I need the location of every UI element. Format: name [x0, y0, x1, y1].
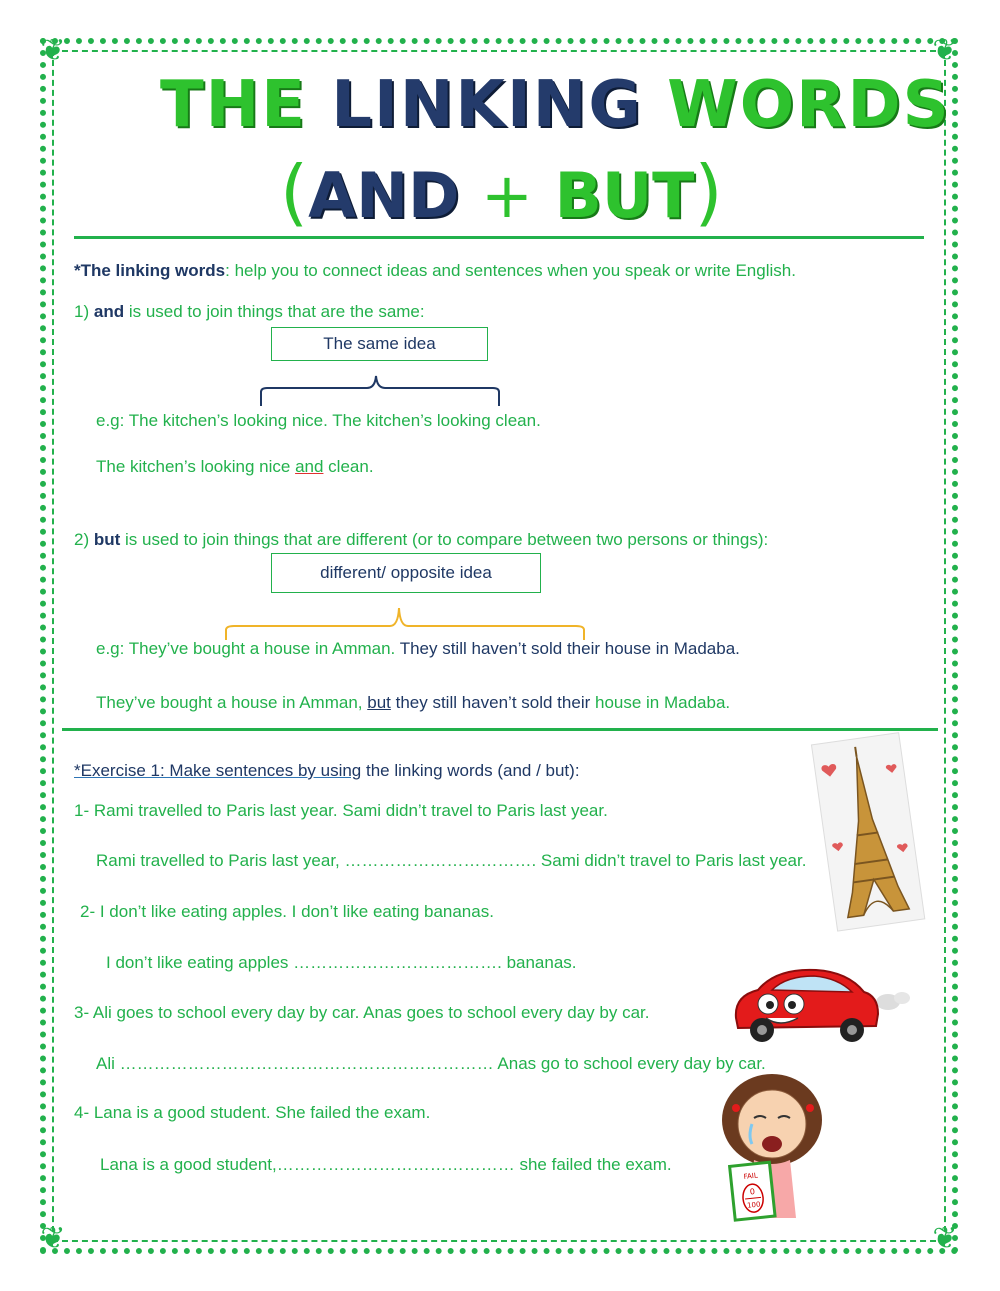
- same-idea-brace: [255, 372, 505, 408]
- rule-and-combined: [96, 457, 374, 477]
- title-word-the: THE: [160, 68, 307, 142]
- rule-but-combined-link: but: [367, 693, 391, 712]
- exercise-2-prompt: 2- I don’t like eating apples. I don’t like eating bananas.: [80, 902, 494, 921]
- rule-but-combined: [96, 693, 730, 713]
- intro-text: : help you to connect ideas and sentences when you speak or write English.: [225, 261, 796, 280]
- paper-fail-text: FAIL: [743, 1171, 759, 1181]
- rule-and-combined-pre: The kitchen’s looking nice: [96, 457, 296, 476]
- rule-and-text: is used to join things that are the same:: [128, 302, 425, 321]
- exercise-3-prompt: 3- Ali goes to school every day by car. Anas goes to school every day by car.: [74, 1003, 650, 1022]
- different-idea-box: different/ opposite idea: [271, 553, 541, 593]
- paper-score-bottom: 100: [746, 1200, 761, 1210]
- rule-and-example: e.g: The kitchen’s looking nice. The kitchen’s looking clean.: [96, 411, 541, 430]
- car-icon: [728, 962, 912, 1044]
- exercise-heading-a: *Exercise 1: Make sentences by using: [74, 761, 362, 780]
- section-divider: [62, 728, 938, 731]
- rule-but-number: 2): [74, 530, 90, 549]
- exercise-heading-b: the linking words (and / but):: [361, 761, 580, 780]
- rule-but-example-a: e.g: They’ve bought a house in Amman.: [96, 639, 396, 658]
- exercise-2-answer[interactable]: I don’t like eating apples ………………………………. bananas.: [106, 953, 577, 972]
- rule-and-number: 1): [74, 302, 90, 321]
- page-subtitle: [280, 150, 723, 234]
- corner-ornament-icon: ❦: [40, 1222, 66, 1255]
- eiffel-tower-icon: [808, 730, 926, 932]
- rule-but-example: [96, 639, 740, 659]
- exercise-4-prompt: 4- Lana is a good student. She failed the exam.: [74, 1103, 431, 1122]
- rule-but-example-b: They still haven’t sold their house in Madaba.: [395, 639, 740, 658]
- different-idea-brace: [220, 602, 590, 642]
- exercise-3-answer[interactable]: Ali ………………………………………………………… Anas go to school every day by car.: [96, 1054, 766, 1073]
- rule-and-line: [74, 302, 425, 322]
- rule-and-combined-link: and: [295, 457, 324, 476]
- same-idea-box: The same idea: [271, 327, 488, 361]
- paper-score-top: 0: [749, 1186, 756, 1197]
- page-title: [160, 68, 951, 142]
- corner-ornament-icon: ❦: [932, 1222, 958, 1255]
- exercise-1-prompt: 1- Rami travelled to Paris last year. Sami didn’t travel to Paris last year.: [74, 801, 608, 820]
- exercise-1-answer[interactable]: Rami travelled to Paris last year, ……………………………. Sami didn’t travel to Paris last year.: [96, 851, 807, 870]
- title-divider: [74, 236, 924, 239]
- exercise-4-answer[interactable]: Lana is a good student,…………………………………… she failed the exam.: [100, 1155, 672, 1174]
- title-word-and: AND: [308, 159, 460, 232]
- intro-label: *The linking words: [74, 261, 226, 280]
- rule-but-keyword: but: [93, 530, 121, 549]
- rule-but-combined-mid: they still haven’t sold their: [390, 693, 591, 712]
- corner-ornament-icon: ❦: [932, 34, 958, 67]
- rule-and-combined-post: clean.: [323, 457, 374, 476]
- corner-ornament-icon: ❦: [40, 34, 66, 67]
- rule-but-line: [74, 530, 768, 550]
- intro-line: [74, 261, 796, 281]
- rule-and-keyword: and: [93, 302, 125, 321]
- title-word-linking: LINKING: [331, 68, 643, 142]
- title-word-but: BUT: [554, 159, 695, 232]
- exercise-heading: [74, 761, 580, 781]
- title-plus: +: [481, 159, 533, 232]
- rule-but-text: is used to join things that are different (or to compare between two persons or things):: [120, 530, 769, 549]
- title-word-words: WORDS: [667, 68, 951, 142]
- title-close-paren: ): [694, 150, 723, 234]
- title-open-paren: (: [280, 150, 309, 234]
- rule-but-combined-post: house in Madaba.: [590, 693, 731, 712]
- crying-girl-icon: [718, 1068, 830, 1222]
- rule-but-combined-pre: They’ve bought a house in Amman,: [96, 693, 368, 712]
